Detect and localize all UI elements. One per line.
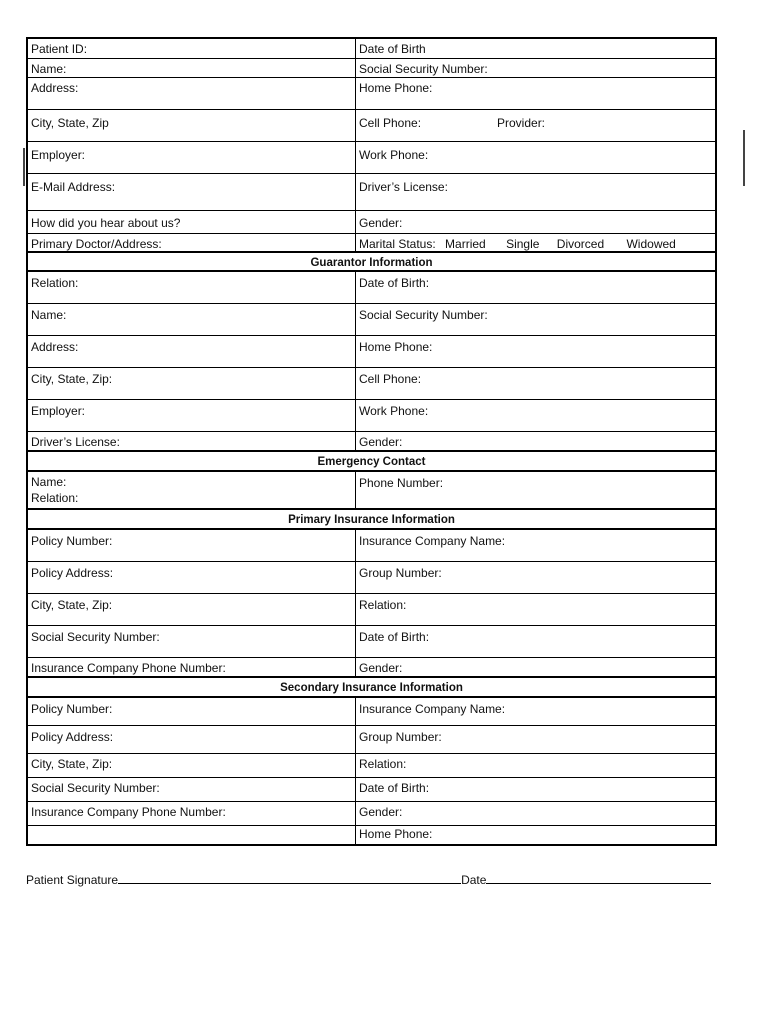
secondary-insurance-section-header xyxy=(28,678,715,698)
primary-policy-address-field[interactable]: Policy Address: xyxy=(28,562,356,593)
secondary-relation-field[interactable]: Relation: xyxy=(359,757,407,771)
cell-phone-cell[interactable] xyxy=(356,110,715,141)
email-field[interactable]: E-Mail Address: xyxy=(28,174,356,210)
secondary-insurance-row xyxy=(28,826,715,844)
provider-label: Provider: xyxy=(497,116,546,130)
signature-date-field[interactable] xyxy=(486,872,711,884)
secondary-insurance-title: Secondary Insurance Information xyxy=(280,682,463,694)
marital-option-widowed[interactable]: Widowed xyxy=(626,237,676,251)
patient-id-field[interactable]: Patient ID: xyxy=(28,39,356,58)
row-name xyxy=(28,59,715,78)
referral-source-field[interactable]: How did you hear about us? xyxy=(28,211,356,233)
row-email xyxy=(28,174,715,211)
work-phone-field[interactable]: Work Phone: xyxy=(359,148,429,162)
secondary-policy-address-field[interactable]: Policy Address: xyxy=(28,726,356,753)
emergency-phone-field[interactable]: Phone Number: xyxy=(359,476,444,490)
secondary-dob-field[interactable]: Date of Birth: xyxy=(359,781,430,795)
guarantor-license-field[interactable]: Driver’s License: xyxy=(28,432,356,450)
signature-line xyxy=(26,872,726,887)
guarantor-dob-field[interactable]: Date of Birth: xyxy=(359,276,430,290)
emergency-section-header xyxy=(28,452,715,472)
guarantor-title: Guarantor Information xyxy=(310,257,433,269)
primary-dob-field[interactable]: Date of Birth: xyxy=(359,630,430,644)
primary-insurance-row xyxy=(28,562,715,594)
primary-insurance-row xyxy=(28,658,715,678)
scan-margin-mark-left xyxy=(23,148,25,186)
address-field[interactable]: Address: xyxy=(28,78,356,109)
primary-company-name-field[interactable]: Insurance Company Name: xyxy=(359,534,506,548)
row-primary-doctor xyxy=(28,234,715,253)
guarantor-city-field[interactable]: City, State, Zip: xyxy=(28,368,356,399)
secondary-insurance-row xyxy=(28,802,715,826)
marital-status-field[interactable] xyxy=(356,234,715,251)
primary-doctor-field[interactable]: Primary Doctor/Address: xyxy=(28,234,356,251)
date-of-birth-field[interactable]: Date of Birth xyxy=(359,42,426,56)
primary-insurance-title: Primary Insurance Information xyxy=(288,514,455,526)
primary-insurance-row xyxy=(28,626,715,658)
row-patient-id xyxy=(28,39,715,59)
primary-insurance-row xyxy=(28,530,715,562)
guarantor-ssn-field[interactable]: Social Security Number: xyxy=(359,308,488,322)
primary-policy-number-field[interactable]: Policy Number: xyxy=(28,530,356,561)
primary-relation-field[interactable]: Relation: xyxy=(359,598,407,612)
emergency-row xyxy=(28,472,715,510)
guarantor-gender-field[interactable]: Gender: xyxy=(359,435,403,449)
emergency-name-label: Name: xyxy=(31,475,67,489)
primary-ssn-field[interactable]: Social Security Number: xyxy=(28,626,356,657)
secondary-ssn-field[interactable]: Social Security Number: xyxy=(28,778,356,801)
cell-phone-label: Cell Phone: xyxy=(359,116,422,130)
secondary-city-field[interactable]: City, State, Zip: xyxy=(28,754,356,777)
emergency-title: Emergency Contact xyxy=(317,456,426,468)
guarantor-row xyxy=(28,336,715,368)
row-address xyxy=(28,78,715,110)
patient-signature-label: Patient Signature xyxy=(26,873,119,887)
employer-field[interactable]: Employer: xyxy=(28,142,356,173)
home-phone-field[interactable]: Home Phone: xyxy=(359,81,433,95)
guarantor-cell-phone-field[interactable]: Cell Phone: xyxy=(359,372,422,386)
guarantor-name-field[interactable]: Name: xyxy=(28,304,356,335)
primary-group-number-field[interactable]: Group Number: xyxy=(359,566,442,580)
secondary-gender-field[interactable]: Gender: xyxy=(359,805,403,819)
ssn-field[interactable]: Social Security Number: xyxy=(359,62,488,76)
date-label: Date xyxy=(461,873,487,887)
secondary-insurance-row xyxy=(28,726,715,754)
secondary-insurance-row xyxy=(28,778,715,802)
row-employer xyxy=(28,142,715,174)
primary-gender-field[interactable]: Gender: xyxy=(359,661,403,675)
drivers-license-field[interactable]: Driver’s License: xyxy=(359,180,448,194)
patient-signature-field[interactable] xyxy=(118,872,461,884)
secondary-insurance-row xyxy=(28,754,715,778)
guarantor-row xyxy=(28,432,715,452)
guarantor-relation-field[interactable]: Relation: xyxy=(28,272,356,303)
guarantor-work-phone-field[interactable]: Work Phone: xyxy=(359,404,429,418)
guarantor-employer-field[interactable]: Employer: xyxy=(28,400,356,431)
primary-company-phone-field[interactable]: Insurance Company Phone Number: xyxy=(28,658,356,676)
row-referral xyxy=(28,211,715,234)
gender-field[interactable]: Gender: xyxy=(359,216,403,230)
guarantor-section-header xyxy=(28,253,715,272)
secondary-company-name-field[interactable]: Insurance Company Name: xyxy=(359,702,506,716)
secondary-group-number-field[interactable]: Group Number: xyxy=(359,730,442,744)
emergency-name-relation-field[interactable] xyxy=(28,472,356,508)
row-city xyxy=(28,110,715,142)
guarantor-row xyxy=(28,304,715,336)
secondary-policy-number-field[interactable]: Policy Number: xyxy=(28,698,356,725)
secondary-home-phone-field[interactable]: Home Phone: xyxy=(359,827,433,841)
guarantor-row xyxy=(28,272,715,304)
primary-insurance-section-header xyxy=(28,510,715,530)
primary-insurance-row xyxy=(28,594,715,626)
secondary-blank-field[interactable] xyxy=(28,826,356,844)
secondary-insurance-row xyxy=(28,698,715,726)
city-state-zip-field[interactable]: City, State, Zip xyxy=(28,110,356,141)
patient-registration-form xyxy=(26,37,717,846)
scan-margin-mark-right xyxy=(743,130,745,186)
patient-info-block xyxy=(28,39,715,253)
secondary-company-phone-field[interactable]: Insurance Company Phone Number: xyxy=(28,802,356,825)
marital-option-married[interactable]: Married xyxy=(445,237,486,251)
marital-option-divorced[interactable]: Divorced xyxy=(556,237,605,251)
guarantor-row xyxy=(28,368,715,400)
guarantor-row xyxy=(28,400,715,432)
marital-option-single[interactable]: Single xyxy=(506,237,540,251)
guarantor-address-field[interactable]: Address: xyxy=(28,336,356,367)
emergency-relation-label: Relation: xyxy=(31,491,79,505)
guarantor-home-phone-field[interactable]: Home Phone: xyxy=(359,340,433,354)
name-field[interactable]: Name: xyxy=(28,59,356,77)
primary-city-field[interactable]: City, State, Zip: xyxy=(28,594,356,625)
marital-status-label: Marital Status: xyxy=(359,237,436,251)
